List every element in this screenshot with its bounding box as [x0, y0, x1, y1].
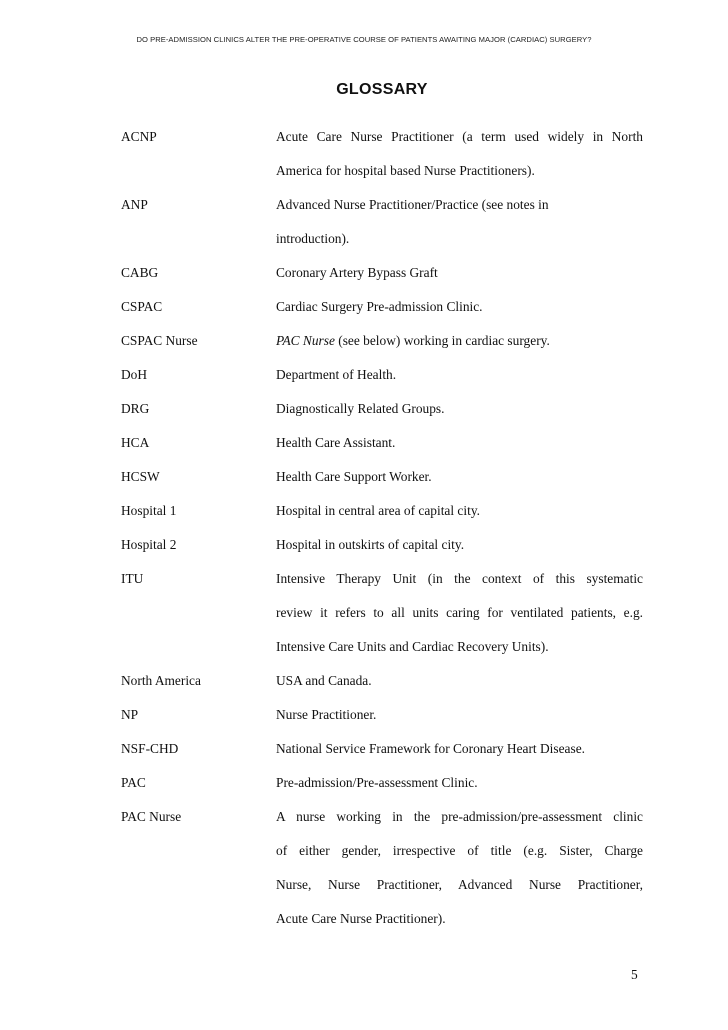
definition-line: Hospital in outskirts of capital city. — [276, 537, 465, 552]
definition-line: Pre-admission/Pre-assessment Clinic. — [276, 775, 478, 790]
glossary-term: CSPAC — [121, 299, 163, 314]
glossary-entry-hca — [121, 426, 643, 460]
glossary-entry-hospital-1 — [121, 494, 643, 528]
definition-line: Health Care Assistant. — [276, 435, 396, 450]
glossary-definition — [276, 766, 643, 800]
glossary-term: Hospital 2 — [121, 537, 177, 552]
definition-line: Nurse Practitioner. — [276, 707, 377, 722]
glossary-term: PAC — [121, 775, 146, 790]
glossary-entry-hcsw — [121, 460, 643, 494]
glossary-definition — [276, 460, 643, 494]
glossary-entry-drg — [121, 392, 643, 426]
glossary-definition — [276, 290, 643, 324]
definition-line: of either gender, irrespective of title (e.g. Sister, Charge — [276, 843, 643, 858]
definition-line: Coronary Artery Bypass Graft — [276, 265, 438, 280]
glossary-definition — [276, 392, 643, 426]
glossary-term: NP — [121, 707, 139, 722]
glossary-definition — [276, 664, 643, 698]
definition-line: Acute Care Nurse Practitioner (a term used widely in North — [276, 129, 643, 144]
glossary-term: CSPAC Nurse — [121, 333, 198, 348]
glossary-entry-itu — [121, 562, 643, 664]
glossary-term: HCSW — [121, 469, 160, 484]
glossary-entry-doh — [121, 358, 643, 392]
glossary-term: NSF-CHD — [121, 741, 179, 756]
definition-line: National Service Framework for Coronary Heart Disease. — [276, 741, 585, 756]
glossary-list — [121, 120, 643, 936]
glossary-entry-north-america — [121, 664, 643, 698]
definition-line — [276, 324, 643, 358]
glossary-term: DRG — [121, 401, 150, 416]
glossary-entry-cspac-nurse — [121, 324, 643, 358]
glossary-entry-np — [121, 698, 643, 732]
glossary-definition — [276, 800, 643, 936]
glossary-definition — [276, 528, 643, 562]
glossary-definition — [276, 324, 643, 358]
glossary-definition — [276, 732, 643, 766]
page-title: GLOSSARY — [336, 81, 428, 98]
glossary-term: PAC Nurse — [121, 809, 182, 824]
glossary-definition — [276, 426, 643, 460]
definition-line: introduction). — [276, 231, 350, 246]
definition-italic-reference: PAC Nurse — [276, 333, 335, 348]
definition-line: review it refers to all units caring for ventilated patients, e.g. — [276, 605, 643, 620]
page-number: 5 — [631, 967, 638, 982]
glossary-entry-hospital-2 — [121, 528, 643, 562]
glossary-term: HCA — [121, 435, 150, 450]
glossary-term: ANP — [121, 197, 148, 212]
glossary-definition — [276, 256, 643, 290]
glossary-entry-pac-nurse — [121, 800, 643, 936]
definition-line: Advanced Nurse Practitioner/Practice (see notes in — [276, 197, 549, 212]
definition-line: Cardiac Surgery Pre-admission Clinic. — [276, 299, 483, 314]
definition-line: Health Care Support Worker. — [276, 469, 432, 484]
definition-line: Intensive Care Units and Cardiac Recovery Units). — [276, 639, 549, 654]
glossary-entry-acnp — [121, 120, 643, 188]
glossary-definition — [276, 188, 643, 256]
definition-line: America for hospital based Nurse Practitioners). — [276, 163, 535, 178]
definition-text: (see below) working in cardiac surgery. — [334, 333, 550, 348]
running-header: DO PRE-ADMISSION CLINICS ALTER THE PRE-OPERATIVE COURSE OF PATIENTS AWAITING MAJOR (CARDIAC) SURGERY? — [136, 35, 592, 44]
definition-line: Hospital in central area of capital city. — [276, 503, 480, 518]
glossary-term: ACNP — [121, 129, 157, 144]
definition-line: USA and Canada. — [276, 673, 372, 688]
definition-line: Nurse, Nurse Practitioner, Advanced Nurse Practitioner, — [276, 877, 643, 892]
glossary-term: ITU — [121, 571, 144, 586]
glossary-definition — [276, 120, 643, 188]
glossary-entry-cabg — [121, 256, 643, 290]
glossary-entry-nsf-chd — [121, 732, 643, 766]
definition-line: Acute Care Nurse Practitioner). — [276, 911, 446, 926]
definition-line: Diagnostically Related Groups. — [276, 401, 445, 416]
glossary-term: North America — [121, 673, 201, 688]
glossary-definition — [276, 562, 643, 664]
definition-line: A nurse working in the pre-admission/pre-assessment clinic — [276, 809, 643, 824]
definition-line: Department of Health. — [276, 367, 397, 382]
glossary-definition — [276, 698, 643, 732]
glossary-definition — [276, 494, 643, 528]
glossary-entry-pac — [121, 766, 643, 800]
glossary-term: DoH — [121, 367, 148, 382]
glossary-entry-cspac — [121, 290, 643, 324]
definition-line: Intensive Therapy Unit (in the context of this systematic — [276, 571, 643, 586]
glossary-definition — [276, 358, 643, 392]
glossary-term: CABG — [121, 265, 159, 280]
glossary-term: Hospital 1 — [121, 503, 177, 518]
glossary-entry-anp — [121, 188, 643, 256]
